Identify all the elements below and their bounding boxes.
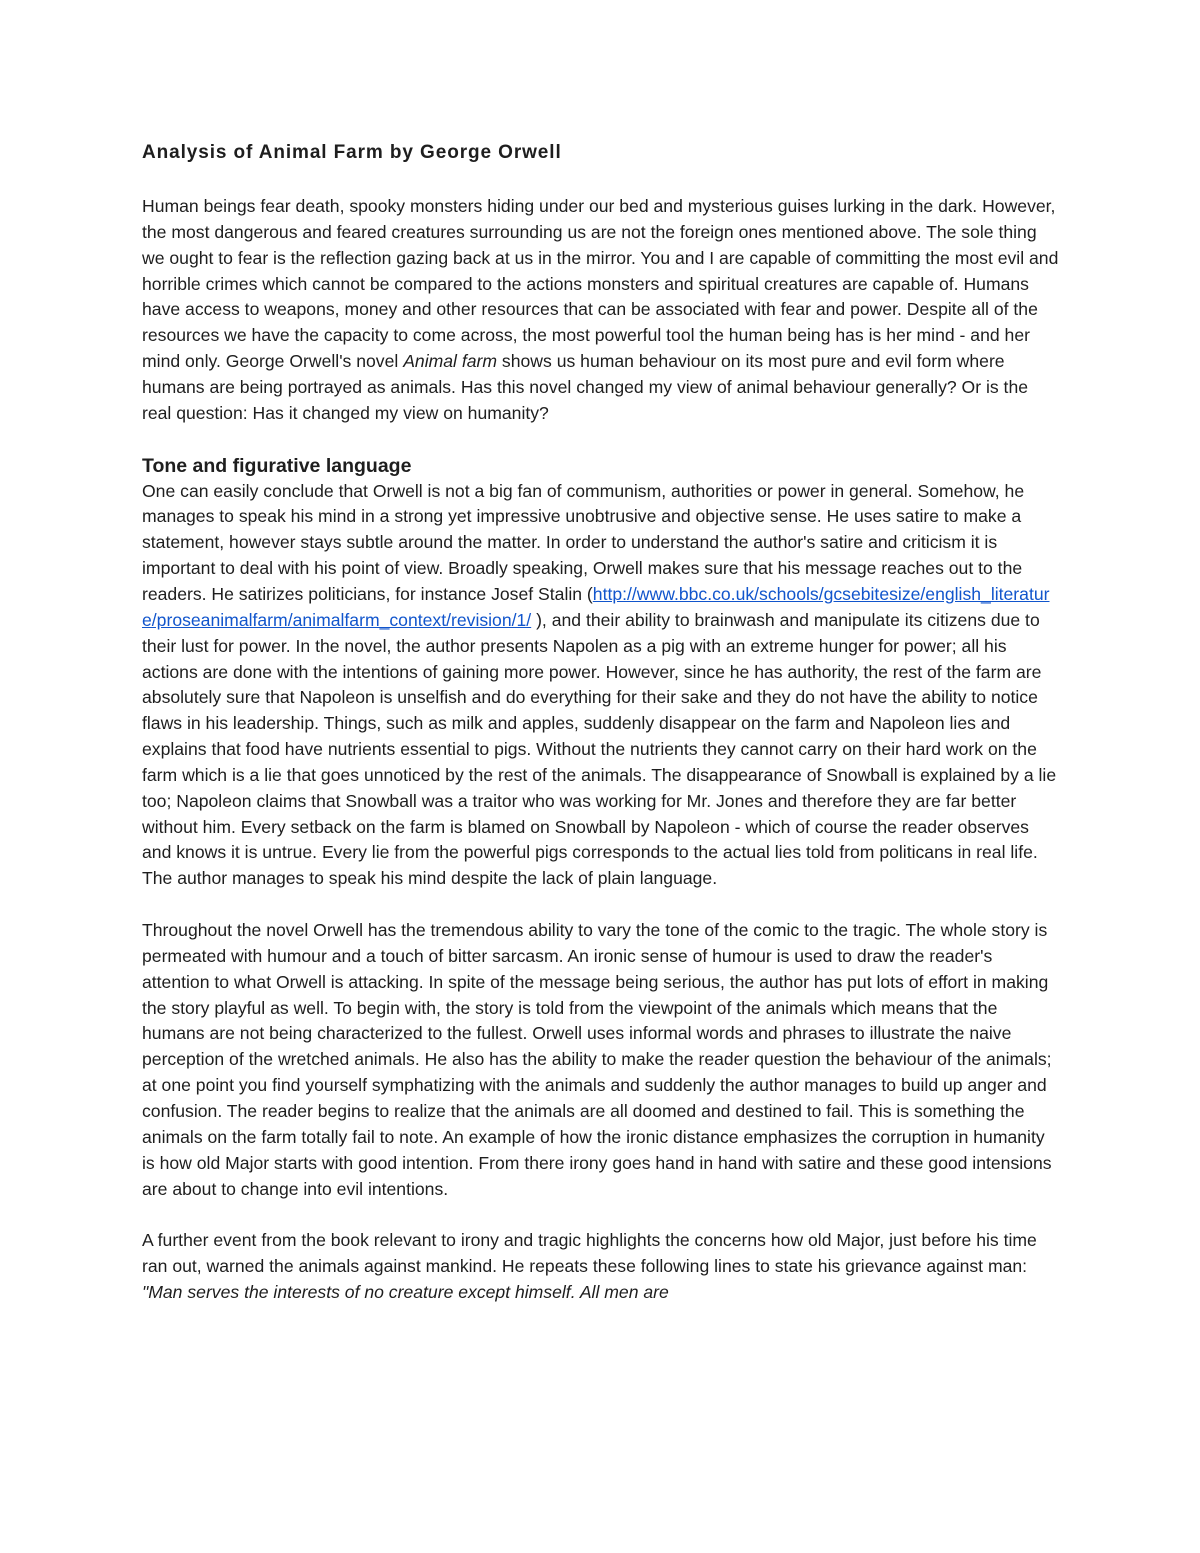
document-body	[142, 140, 1060, 1306]
intro-text-start: Human beings fear death, spooky monsters hiding under our bed and mysterious guises lurking in the dark. However, the most dangerous and feared creatures surrounding us are not the foreign ones mentioned above. The sole thing we ought to fear is the reflection gazing back at us in the mirror. You and I are capable of committing the most evil and horrible crimes which cannot be compared to the actions monsters and spiritual creatures are capable of. Humans have access to weapons, money and other resources that can be associated with fear and power. Despite all of the resources we have the capacity to come across, the most powerful tool the human being has is her mind - and her mind only. George Orwell's novel	[142, 196, 1059, 372]
major-quote: "Man serves the interests of no creature except himself. All men are	[142, 1282, 669, 1303]
section-heading: Tone and figurative language	[142, 454, 412, 477]
tone-paragraph-1-start: One can easily conclude that Orwell is not a big fan of communism, authorities or power in general. Somehow, he manages to speak his mind in a strong yet impressive unobtrusive and objective sense. He uses satire to make a statement, however stays subtle around the matter. In order to understand the author's satire and criticism it is important to deal with his point of view. Broadly speaking, Orwell makes sure that his message reaches out to the readers. He satirizes politicians, for instance Josef Stalin (	[142, 480, 1025, 604]
tone-paragraph-3	[142, 1228, 1060, 1306]
tone-paragraph-1	[142, 479, 1060, 893]
novel-title-italic: Animal farm	[403, 351, 498, 372]
tone-paragraph-1-end: ), and their ability to brainwash and manipulate its citizens due to their lust for power. In the novel, the author presents Napolen as a pig with an extreme hunger for power; all his actions are done with the intentions of gaining more power. However, since he has authority, the rest of the farm are absolutely sure that Napoleon is unselfish and do everything for their sake and they do not have the ability to notice flaws in his leadership. Things, such as milk and apples, suddenly disappear on the farm and Napoleon lies and explains that food have nutrients essential to pigs. Without the nutrients they cannot carry on their hard work on the farm which is a lie that goes unnoticed by the rest of the animals. The disappearance of Snowball is explained by a lie too; Napoleon claims that Snowball was a traitor who was working for Mr. Jones and therefore they are far better without him. Every setback on the farm is blamed on Snowball by Napoleon - which of course the reader observes and knows it is untrue. Every lie from the powerful pigs corresponds to the actual lies told from politicans in real life. The author manages to speak his mind despite the lack of plain language.	[142, 609, 1057, 889]
document-title: Analysis of Animal Farm by George Orwell	[142, 142, 562, 163]
intro-text-end: shows us human behaviour on its most pure and evil form where humans are being portrayed as animals. Has this novel changed my view of animal behaviour generally? Or is the real question: Has it changed my view on humanity?	[142, 351, 1029, 423]
bbc-reference-link[interactable]: http://www.bbc.co.uk/schools/gcsebitesize/english_literature/proseanimalfarm/animalfarm_context/revision/1/	[142, 583, 1050, 630]
tone-paragraph-2: Throughout the novel Orwell has the tremendous ability to vary the tone of the comic to the tragic. The whole story is permeated with humour and a touch of bitter sarcasm. An ironic sense of humour is used to draw the reader's attention to what Orwell is attacking. In spite of the message being serious, the author has put lots of effort in making the story playful as well. To begin with, the story is told from the viewpoint of the animals which means that the humans are not being characterized to the fullest. Orwell uses informal words and phrases to illustrate the naive perception of the wretched animals. He also has the ability to make the reader question the behaviour of the animals; at one point you find yourself symphatizing with the animals and suddenly the author manages to build up anger and confusion. The reader begins to realize that the animals are all doomed and destined to fail. This is something the animals on the farm totally fail to note. An example of how the ironic distance emphasizes the corruption in humanity is how old Major starts with good intention. From there irony goes hand in hand with satire and these good intensions are about to change into evil intentions.	[142, 920, 1052, 1199]
tone-paragraph-3-start: A further event from the book relevant to irony and tragic highlights the concerns how old Major, just before his time ran out, warned the animals against mankind. He repeats these following lines to state his grievance against man:	[142, 1230, 1037, 1277]
intro-paragraph	[142, 194, 1060, 427]
